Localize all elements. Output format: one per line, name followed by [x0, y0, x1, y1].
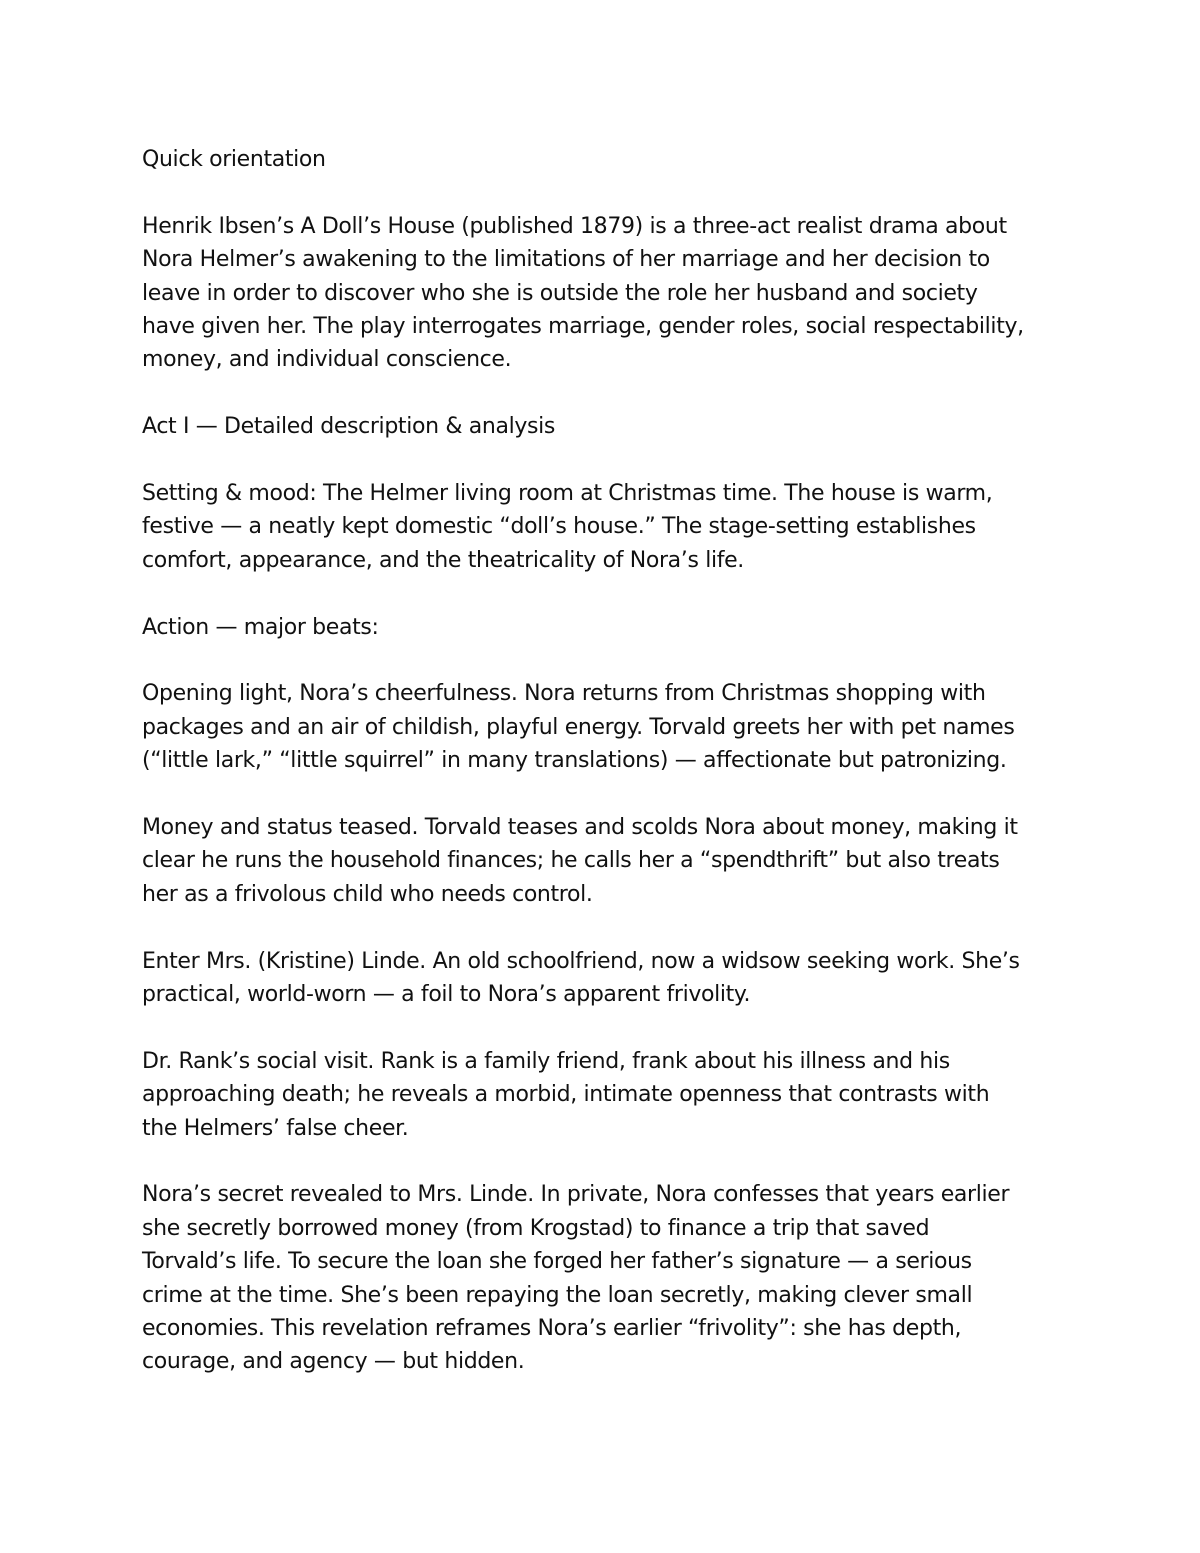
- text-line: Dr. Rank’s social visit. Rank is a family friend, frank about his illness and his: [142, 1048, 950, 1074]
- text-line: practical, world-worn — a foil to Nora’s apparent frivolity.: [142, 982, 751, 1008]
- text-line: clear he runs the household finances; he calls her a “spendthrift” but also treats: [142, 848, 1000, 874]
- text-line: crime at the time. She’s been repaying the loan secretly, making clever small: [142, 1282, 973, 1308]
- text-line: Enter Mrs. (Kristine) Linde. An old schoolfriend, now a widsow seeking work. She’s: [142, 948, 1020, 974]
- paragraph-beat-secret: [142, 1178, 1072, 1378]
- text-line: Henrik Ibsen’s A Doll’s House (published 1879) is a three-act realist drama about: [142, 213, 1007, 239]
- document-body: [142, 143, 1072, 1412]
- heading-text: Act I — Detailed description & analysis: [142, 414, 556, 440]
- text-line: Nora’s secret revealed to Mrs. Linde. In private, Nora confesses that years earlier: [142, 1182, 1010, 1208]
- text-line: she secretly borrowed money (from Krogstad) to finance a trip that saved: [142, 1215, 930, 1241]
- heading-text: Action — major beats:: [142, 614, 379, 640]
- text-line: (“little lark,” “little squirrel” in many translations) — affectionate but patronizing.: [142, 748, 1007, 774]
- heading-quick-orientation: [142, 143, 1072, 176]
- text-line: her as a frivolous child who needs control.: [142, 881, 593, 907]
- text-line: courage, and agency — but hidden.: [142, 1349, 525, 1375]
- text-line: comfort, appearance, and the theatricality of Nora’s life.: [142, 547, 744, 573]
- text-line: Torvald’s life. To secure the loan she forged her father’s signature — a serious: [142, 1249, 972, 1275]
- text-line: packages and an air of childish, playful energy. Torvald greets her with pet names: [142, 714, 1015, 740]
- heading-act-one: [142, 410, 1072, 443]
- text-line: leave in order to discover who she is outside the role her husband and society: [142, 280, 978, 306]
- paragraph-beat-money: [142, 811, 1072, 911]
- text-line: have given her. The play interrogates marriage, gender roles, social respectability,: [142, 314, 1024, 340]
- text-line: Opening light, Nora’s cheerfulness. Nora returns from Christmas shopping with: [142, 681, 986, 707]
- paragraph-beat-opening: [142, 677, 1072, 777]
- text-line: Money and status teased. Torvald teases and scolds Nora about money, making it: [142, 815, 1018, 841]
- text-line: Setting & mood: The Helmer living room at Christmas time. The house is warm,: [142, 481, 993, 507]
- heading-text: Quick orientation: [142, 147, 326, 172]
- text-line: Nora Helmer’s awakening to the limitations of her marriage and her decision to: [142, 247, 990, 273]
- text-line: money, and individual conscience.: [142, 347, 512, 373]
- text-line: festive — a neatly kept domestic “doll’s house.” The stage-setting establishes: [142, 514, 976, 540]
- paragraph-setting: [142, 477, 1072, 577]
- text-line: economies. This revelation reframes Nora’s earlier “frivolity”: she has depth,: [142, 1316, 962, 1342]
- paragraph-orientation: [142, 210, 1072, 377]
- heading-action: [142, 611, 1072, 644]
- text-line: the Helmers’ false cheer.: [142, 1115, 409, 1141]
- text-line: approaching death; he reveals a morbid, intimate openness that contrasts with: [142, 1082, 990, 1108]
- paragraph-beat-linde: [142, 945, 1072, 1012]
- paragraph-beat-rank: [142, 1045, 1072, 1145]
